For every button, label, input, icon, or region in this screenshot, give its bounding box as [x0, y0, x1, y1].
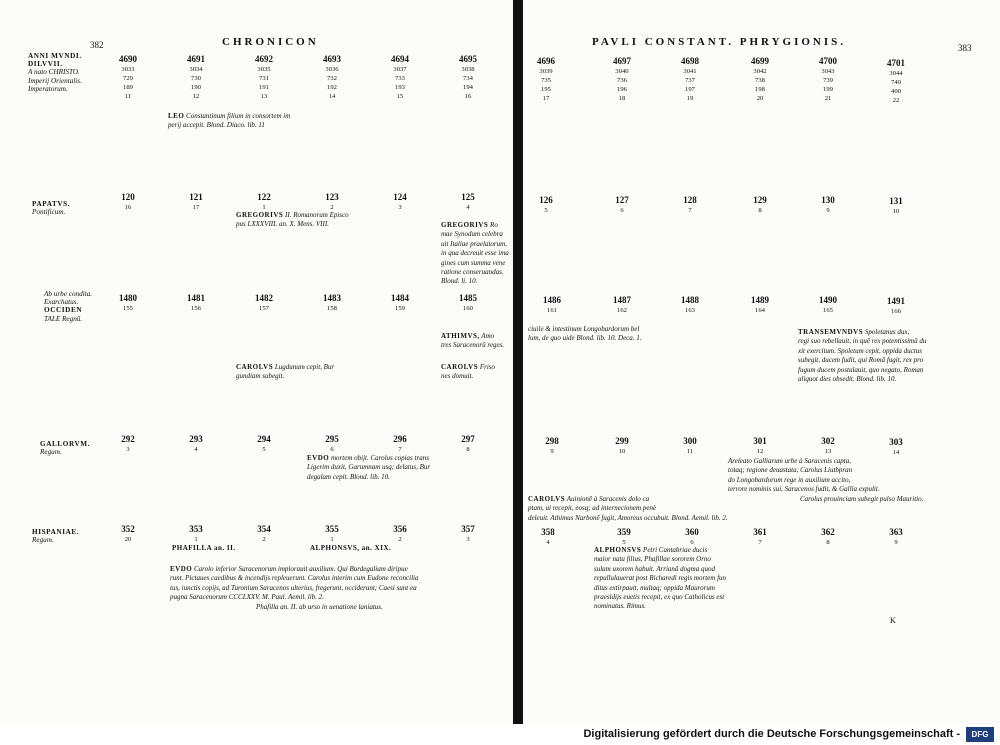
year-column: 4701 3044 740 400 22 [887, 58, 905, 104]
gallorum-column: 296 7 [393, 434, 407, 453]
year-column: 4699 3042 738 198 20 [751, 56, 769, 102]
year-column: 4690 3033 729 189 11 [119, 54, 137, 100]
papatus-column: 122 1 [257, 192, 271, 211]
urbe-column: 1485 160 [459, 293, 477, 312]
page-number: 382 [90, 40, 104, 50]
note-arelate: Areleato Galliarum urbe à Saracenis capta, totaq; regione deuastata, Carolus Liutbpran do Longobardorum rege in auxilium accito, terrore nominis sui, Saracenos fudit, & Gallia expulit. Carolus prouinciam subegit pulso Mauritio. [728, 457, 924, 503]
row-label-urbe: Ab urbe condita. Exarchatus. OCCIDEN TALE Regnũ. [44, 290, 93, 323]
year-column: 4692 3035 731 191 13 [255, 54, 273, 100]
year-column: 4694 3037 733 193 15 [391, 54, 409, 100]
page-number: 383 [958, 43, 972, 53]
hispaniae-column: 352 20 [121, 524, 135, 543]
note-alphonsus-catholicus: ALPHONSVS Petri Cantabriae ducis maior natu filius, Phafillae sororem Orno sulam uxorem habuit. Arrianã dogma quod repullulauerat post Richaredi regis mortem fun ditus extirpauit, multaq; oppida Maurorum praesidijs euetis recepit, ex quo Catholicus est nominatus. Rimus. [594, 546, 727, 611]
year-column: 4695 3038 734 194 16 [459, 54, 477, 100]
note-athimus: ATHIMVS, Amo tres Saracenorũ reges. [441, 332, 505, 350]
urbe-column: 1481 156 [187, 293, 205, 312]
papatus-column: 130 9 [821, 195, 835, 214]
hispaniae-column: 355 1 [325, 524, 339, 543]
gallorum-column: 303 14 [889, 437, 903, 456]
right-page [522, 0, 1000, 724]
hispaniae-column: 361 7 [753, 527, 767, 546]
dfg-logo-icon[interactable]: DFG [966, 727, 994, 742]
year-column: 4698 3041 737 197 19 [681, 56, 699, 102]
year-column: 4700 3043 739 199 21 [819, 56, 837, 102]
urbe-column: 1489 164 [751, 295, 769, 314]
gallorum-column: 297 8 [461, 434, 475, 453]
urbe-column: 1488 163 [681, 295, 699, 314]
hispaniae-column: 357 3 [461, 524, 475, 543]
hispaniae-column: 358 4 [541, 527, 555, 546]
note-gregorius-synod: GREGORIVS Ro mae Synodum celebra uit Italiae praelatorum, in qua decreuit esse ima gines cum summa vene ratione conseruandas. Blond. li. 10. [441, 221, 509, 286]
note-transemundus: TRANSEMVNDVS Spoletanus dux, regi suo rebellauit, in quē rex potentissimũ du xit exercitum. Spoletum cepit, oppida ductus subegit, ducem fudit, qui Romã fugit, rex pro fugum ducem postulauit, quo negato, Roman aliquot dies obsedit. Blond. lib. 10. [798, 328, 927, 384]
papatus-column: 127 6 [615, 195, 629, 214]
urbe-column: 1480 155 [119, 293, 137, 312]
papatus-column: 120 16 [121, 192, 135, 211]
row-label-anni: ANNI MVNDI. DILVVII. A nato CHRISTO. Imperij Orientalis. Imperatorum. [28, 52, 82, 93]
gallorum-column: 301 12 [753, 436, 767, 455]
papatus-column: 124 3 [393, 192, 407, 211]
left-page [0, 0, 514, 724]
gallorum-column: 302 13 [821, 436, 835, 455]
note-carolus-frisones: CAROLVS Friso nes domuit. [441, 363, 496, 381]
papatus-column: 128 7 [683, 195, 697, 214]
urbe-column: 1491 166 [887, 296, 905, 315]
urbe-column: 1484 159 [391, 293, 409, 312]
note-longobard-war: ciuile & intestinum Longobardorum bel lum, de quo uide Blond. lib. 10. Deca. 1. [528, 325, 642, 343]
funding-credit: Digitalisierung gefördert durch die Deutsche Forschungsgemeinschaft - [583, 728, 960, 740]
gallorum-column: 294 5 [257, 434, 271, 453]
note-eudo-saracens: EVDO Carolo inferior Saracenorum implorauit auxilium. Qui Burdegaliam diripue runt. Pictaues caedibus & incendijs repleuerunt. Carolus interim cum Eudone reconcilia tus, iunctis copijs, ad Turonium Saracenos ulterius, fregerunt, occiderunt; Caesi sunt ea pugna Saracenorum CCCLXXV. M. Paul. Aemil. lib. 2. Phafilla an. II. ab urso in uenatione laniatus. [170, 565, 419, 611]
urbe-column: 1487 162 [613, 295, 631, 314]
gallorum-column: 293 4 [189, 434, 203, 453]
urbe-column: 1486 161 [543, 295, 561, 314]
note-carolus-avignon: CAROLVS Auinionē à Saracenis dolo ca ptam, ui recepit, eosq; ad internecionem penè deleuit. Athimus Narbonē fugit, Amoreus occubuit. Blond. Aemil. lib. 2. [528, 495, 728, 522]
note-eudo: EVDO mortem obijt. Carolus copias trans Ligerim duxit, Garumnam usq; delatus, Bur degalam cepit. Blond. lib. 10. [307, 454, 431, 481]
urbe-column: 1490 165 [819, 295, 837, 314]
hispaniae-column: 359 5 [617, 527, 631, 546]
row-label-papatus: PAPATVS. Pontificum. [32, 200, 71, 217]
note-alphonsus: ALPHONSVS, an. XIX. [310, 544, 392, 552]
hispaniae-column: 353 1 [189, 524, 203, 543]
digitization-footer [0, 724, 1000, 745]
gallorum-column: 299 10 [615, 436, 629, 455]
papatus-column: 121 17 [189, 192, 203, 211]
year-column: 4696 3039 735 195 17 [537, 56, 555, 102]
year-column: 4697 3040 736 196 18 [613, 56, 631, 102]
papatus-column: 129 8 [753, 195, 767, 214]
row-label-hispaniae: HISPANIAE. Regum. [32, 528, 80, 545]
gallorum-column: 298 9 [545, 436, 559, 455]
hispaniae-column: 354 2 [257, 524, 271, 543]
hispaniae-column: 356 2 [393, 524, 407, 543]
year-column: 4693 3036 732 192 14 [323, 54, 341, 100]
note-leo: LEO Constantinum filium in consortem im perij accepit. Blond. Diaco. lib. 11 [168, 112, 291, 130]
urbe-column: 1482 157 [255, 293, 273, 312]
hispaniae-column: 362 8 [821, 527, 835, 546]
gallorum-column: 300 11 [683, 436, 697, 455]
papatus-column: 125 4 [461, 192, 475, 211]
note-carolus-lugdunum: CAROLVS Lugdunum cepit, Bur gundiam subegit. [236, 363, 335, 381]
note-gregorius: GREGORIVS II. Romanorum Episco pus LXXXVIII. an. X. Mens. VIII. [236, 211, 349, 229]
gallorum-column: 292 3 [121, 434, 135, 453]
papatus-column: 123 2 [325, 192, 339, 211]
signature-mark: K [890, 616, 896, 625]
papatus-column: 126 5 [539, 195, 553, 214]
hispaniae-column: 360 6 [685, 527, 699, 546]
hispaniae-column: 363 9 [889, 527, 903, 546]
year-column: 4691 3034 730 190 12 [187, 54, 205, 100]
urbe-column: 1483 158 [323, 293, 341, 312]
papatus-column: 131 10 [889, 196, 903, 215]
note-phafilla: PHAFILLA an. II. [172, 544, 236, 552]
row-label-gallorum: GALLORVM. Regum. [40, 440, 91, 457]
gallorum-column: 295 6 [325, 434, 339, 453]
running-head: PAVLI CONSTANT. PHRYGIONIS. [592, 36, 846, 48]
running-head: CHRONICON [222, 36, 319, 48]
